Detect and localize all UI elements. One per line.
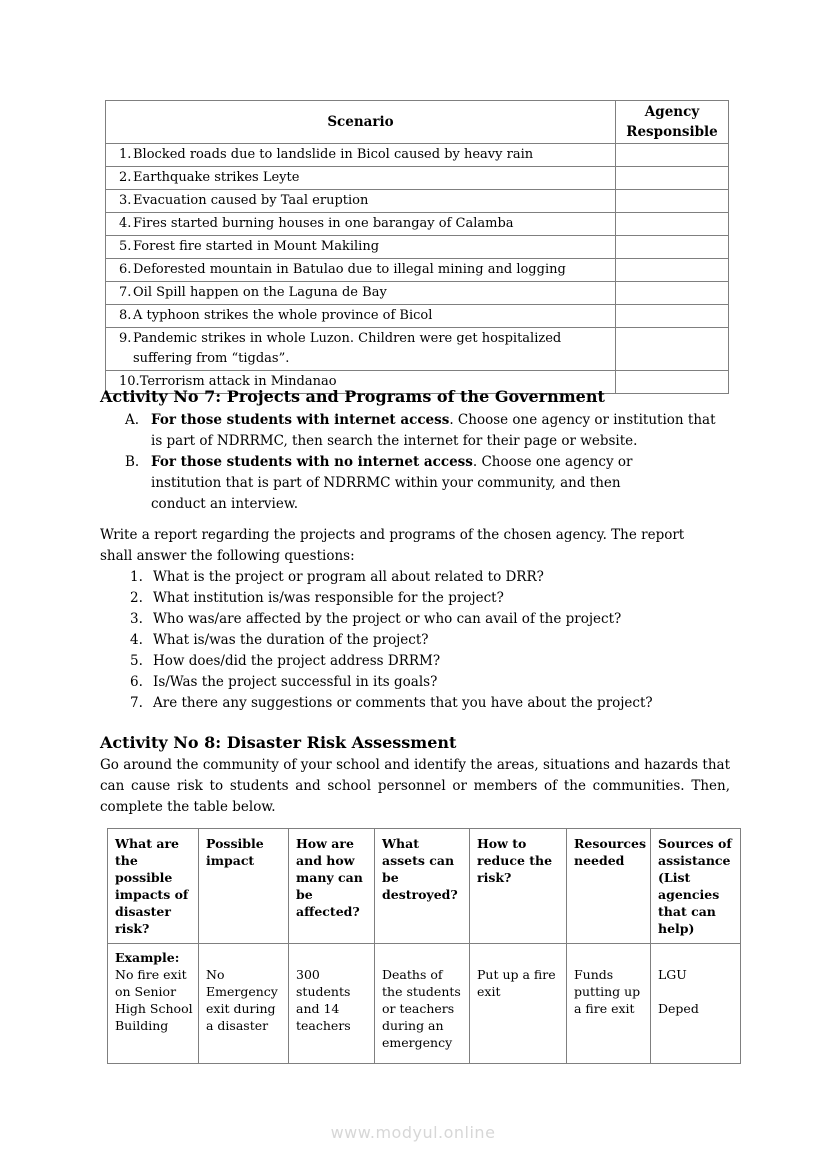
row-number: 3. [119, 193, 132, 208]
column-header: How to reduce the risk? [470, 829, 567, 944]
row-number: 4. [119, 216, 132, 231]
scenario-table-header-row [106, 101, 729, 144]
example-label: Example: [115, 950, 180, 965]
table-row [106, 328, 729, 371]
scenario-text: Oil Spill happen on the Laguna de Bay [133, 285, 387, 300]
item-text: What is/was the duration of the project? [153, 632, 429, 648]
agency-blank-cell [616, 144, 729, 167]
table-row [106, 259, 729, 282]
example-cell: 300 students and 14 teachers [289, 944, 375, 1064]
item-text: What is the project or program all about related to DRR? [153, 569, 544, 585]
scenario-text: Blocked roads due to landslide in Bicol caused by heavy rain [133, 147, 534, 162]
row-number: 8. [119, 308, 132, 323]
item-text: Is/Was the project successful in its goals? [153, 674, 438, 690]
list-item [100, 588, 730, 609]
row-number: 2. [119, 170, 132, 185]
item-number: 6. [130, 674, 143, 690]
item-number: 7. [130, 695, 143, 711]
table-row [106, 144, 729, 167]
agency-blank-cell [616, 213, 729, 236]
item-number: 1. [130, 569, 143, 585]
example-cell [651, 944, 741, 1064]
scenario-text: Forest fire started in Mount Makiling [133, 239, 380, 254]
item-text: Who was/are affected by the project or who can avail of the project? [153, 611, 622, 627]
activity8-heading: Activity No 8: Disaster Risk Assessment [100, 733, 457, 752]
risk-table-example-row [108, 944, 741, 1064]
item-text: How does/did the project address DRRM? [153, 653, 441, 669]
column-header: Sources of assistance (List agencies that can help) [651, 829, 741, 944]
agency-blank-cell [616, 282, 729, 305]
activity7-heading: Activity No 7: Projects and Programs of the Government [100, 387, 605, 406]
row-number: 10. [119, 374, 140, 389]
item-text [151, 452, 651, 515]
activity8-intro-paragraph: Go around the community of your school and identify the areas, situations and hazards that can cause risk to students and school personnel or members of the communities. Then, complete the table below. [100, 757, 730, 815]
item-text: What institution is/was responsible for the project? [153, 590, 504, 606]
risk-table-header-row [108, 829, 741, 944]
column-header: How are and how many can be affected? [289, 829, 375, 944]
column-header: What are the possible impacts of disaster risk? [108, 829, 199, 944]
agency-blank-cell [616, 190, 729, 213]
row-number: 1. [119, 147, 132, 162]
column-header: Possible impact [199, 829, 289, 944]
report-intro-paragraph: Write a report regarding the projects and programs of the chosen agency. The report shall answer the following questions: [100, 527, 685, 564]
row-number: 7. [119, 285, 132, 300]
list-item [100, 567, 730, 588]
scenario-text: Evacuation caused by Taal eruption [133, 193, 369, 208]
item-number: 4. [130, 632, 143, 648]
row-number: 6. [119, 262, 132, 277]
risk-assessment-table [107, 828, 741, 1064]
scenario-text: Deforested mountain in Batulao due to illegal mining and logging [133, 262, 566, 277]
agency-column-header: Agency Responsible [616, 101, 729, 144]
scenario-column-header: Scenario [106, 101, 616, 144]
list-item [100, 651, 730, 672]
item-letter: B. [125, 454, 140, 470]
example-cell: Put up a fire exit [470, 944, 567, 1064]
example-cell: Deaths of the students or teachers during an emergency [375, 944, 470, 1064]
footer-watermark: www.modyul.online [330, 1123, 496, 1142]
list-item [100, 693, 730, 714]
item-number: 2. [130, 590, 143, 606]
list-item [100, 609, 730, 630]
list-item [100, 672, 730, 693]
item-text: Are there any suggestions or comments that you have about the project? [153, 695, 653, 711]
column-header: What assets can be destroyed? [375, 829, 470, 944]
agency-blank-cell [616, 167, 729, 190]
cell-text: Deped [658, 1001, 699, 1016]
scenario-text: Pandemic strikes in whole Luzon. Children were get hospitalized suffering from “tigdas”. [133, 331, 562, 366]
agency-blank-cell [616, 236, 729, 259]
report-questions-list [100, 567, 730, 714]
example-cell: Funds putting up a fire exit [567, 944, 651, 1064]
list-item [100, 452, 740, 515]
agency-blank-cell [616, 305, 729, 328]
report-instructions [100, 525, 730, 714]
list-item [100, 630, 730, 651]
scenario-text: Terrorism attack in Mindanao [139, 374, 337, 389]
example-cell [108, 944, 199, 1064]
agency-blank-cell [616, 328, 729, 371]
table-row [106, 167, 729, 190]
item-number: 3. [130, 611, 143, 627]
item-letter: A. [125, 412, 140, 428]
table-row [106, 190, 729, 213]
item-rest: . Choose one agency or institution that is part of NDRRMC within your community, and then conduct an interview. [151, 454, 633, 512]
item-bold-leadin: For those students with internet access [151, 412, 450, 428]
table-row [106, 305, 729, 328]
table-row [106, 213, 729, 236]
item-text [151, 410, 726, 452]
row-number: 9. [119, 331, 132, 346]
scenario-table [105, 100, 729, 394]
table-row [106, 236, 729, 259]
list-item [100, 410, 740, 452]
activity7-options-list [100, 410, 740, 515]
scenario-text: A typhoon strikes the whole province of Bicol [133, 308, 433, 323]
item-bold-leadin: For those students with no internet access [151, 454, 473, 470]
table-row [106, 282, 729, 305]
agency-blank-cell [616, 259, 729, 282]
scenario-text: Fires started burning houses in one barangay of Calamba [133, 216, 514, 231]
cell-text: LGU [658, 967, 687, 982]
item-rest: . Choose one agency or institution that is part of NDRRMC, then search the internet for their page or website. [151, 412, 716, 449]
cell-text: No fire exit on Senior High School Building [115, 967, 193, 1033]
item-number: 5. [130, 653, 143, 669]
example-cell: No Emergency exit during a disaster [199, 944, 289, 1064]
row-number: 5. [119, 239, 132, 254]
column-header: Resources needed [567, 829, 651, 944]
scenario-text: Earthquake strikes Leyte [133, 170, 300, 185]
